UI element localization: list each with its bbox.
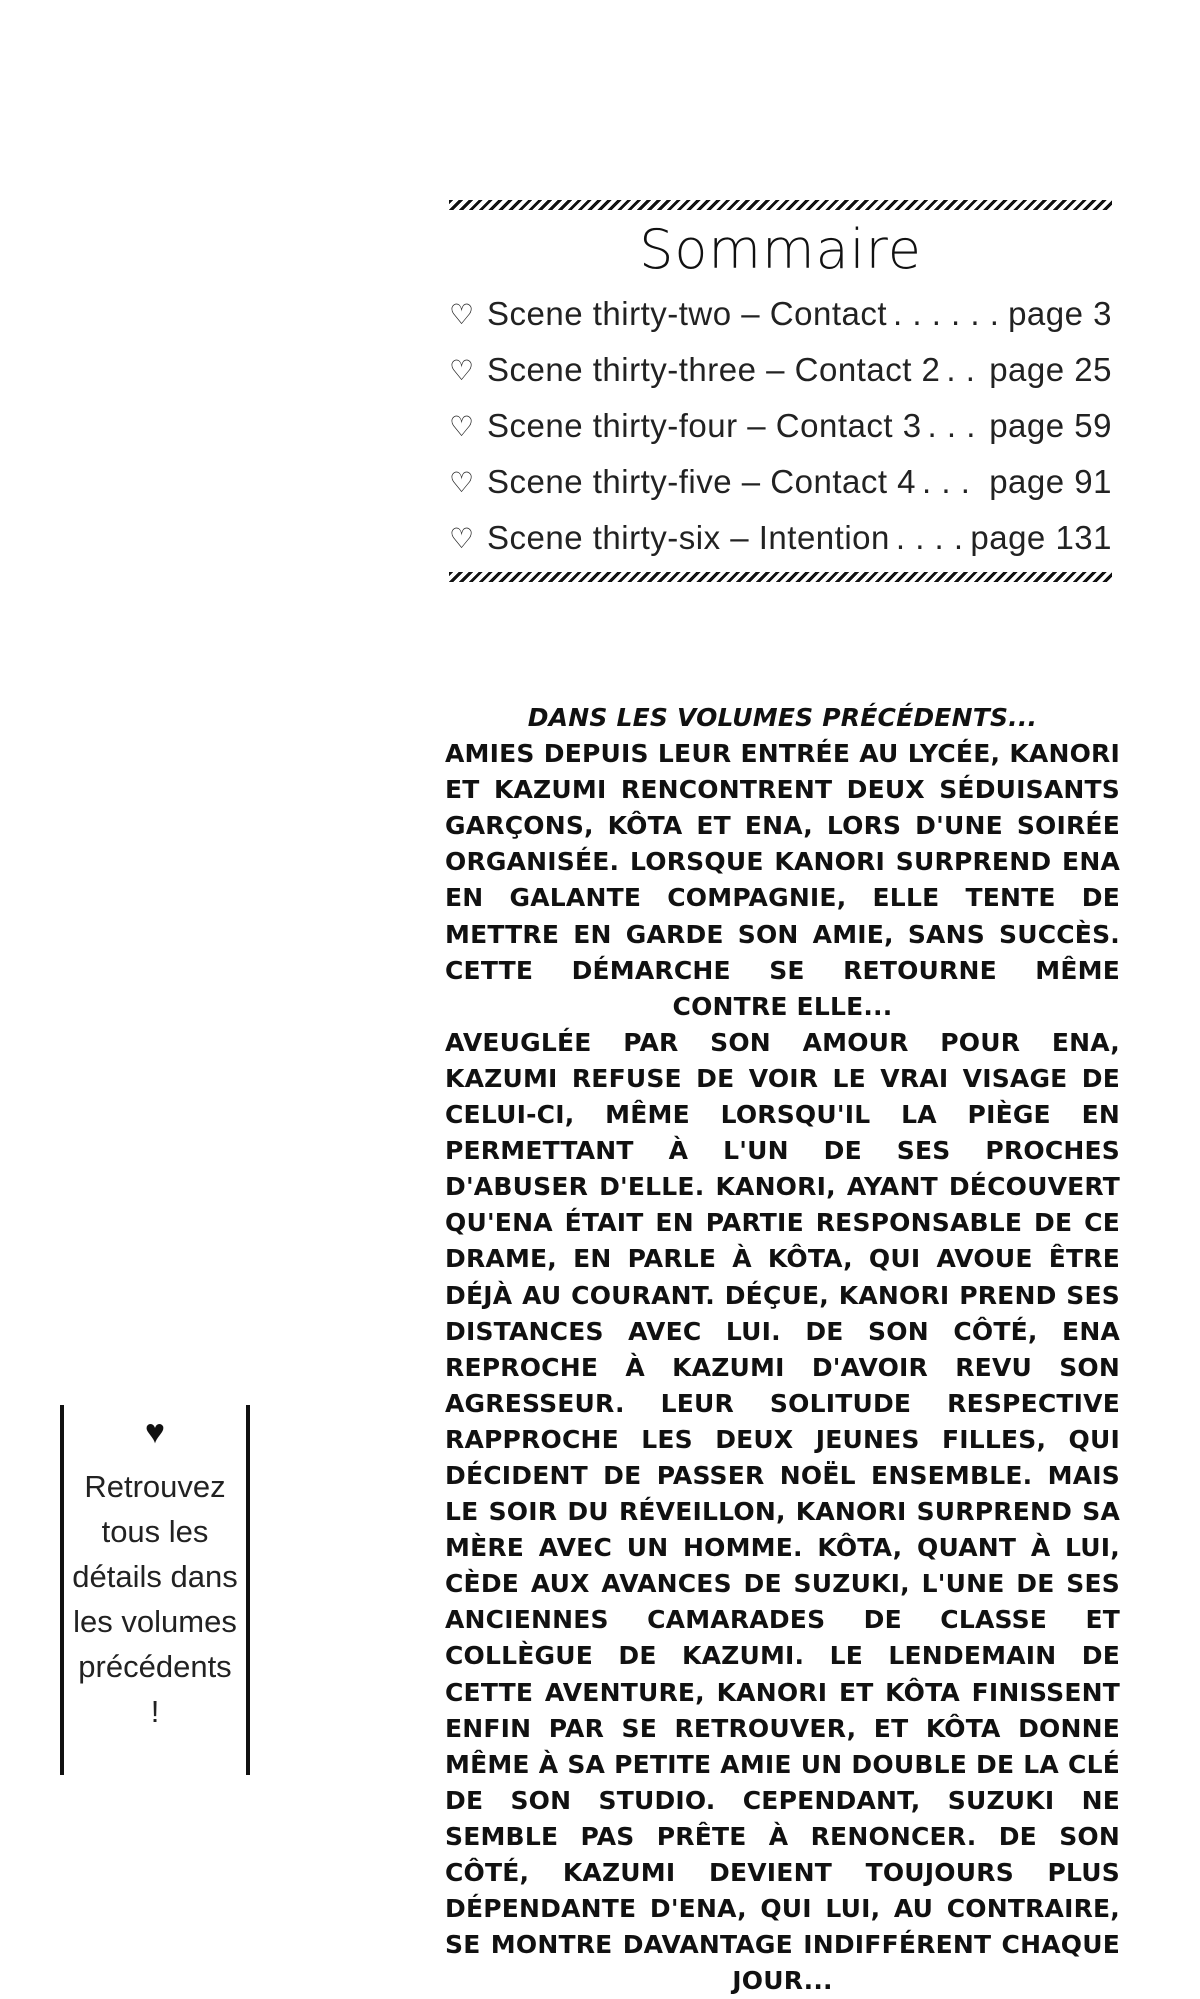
toc-item-dots: . . . (922, 463, 971, 500)
toc-title: Sommaire (639, 218, 922, 281)
heart-outline-icon: ♡ (449, 354, 475, 386)
toc-item-page: page 91 (989, 463, 1112, 500)
heart-outline-icon: ♡ (449, 522, 475, 554)
previous-volumes-summary (445, 700, 1120, 1999)
toc-item-page: page 131 (970, 519, 1112, 556)
decorative-rule-bottom (449, 572, 1112, 582)
toc-item-page: page 25 (989, 351, 1112, 388)
toc-item-label: Scene thirty-five – Contact 4 (487, 463, 917, 500)
summary-heading: DANS LES VOLUMES PRÉCÉDENTS... (527, 703, 1038, 732)
heart-outline-icon: ♡ (449, 466, 475, 498)
toc-item (449, 454, 1112, 510)
heart-filled-icon: ♥ (144, 1413, 166, 1451)
toc-list (449, 286, 1112, 566)
summary-paragraph: AVEUGLÉE PAR SON AMOUR POUR ENA, KAZUMI REFUSE DE VOIR LE VRAI VISAGE DE CELUI-CI, MÊME LORSQU'IL LA PIÈGE EN PERMETTANT À L'UN DE SES PROCHES D'ABUSER D'ELLE. KANORI, AYANT DÉCOUVERT QU'ENA ÉTAIT EN PARTIE RESPONSABLE DE CE DRAME, EN PARLE À KÔTA, QUI AVOUE ÊTRE DÉJÀ AU COURANT. DÉÇUE, KANORI PREND SES DISTANCES AVEC LUI. DE SON CÔTÉ, ENA REPROCHE À KAZUMI D'AVOIR REVU SON AGRESSEUR. LEUR SOLITUDE RESPECTIVE RAPPROCHE LES DEUX JEUNES FILLES, QUI DÉCIDENT DE PASSER NOËL ENSEMBLE. MAIS LE SOIR DU RÉVEILLON, KANORI SURPREND SA MÈRE AVEC UN HOMME. KÔTA, QUANT À LUI, CÈDE AUX AVANCES DE SUZUKI, L'UNE DE SES ANCIENNES CAMARADES DE CLASSE ET COLLÈGUE DE KAZUMI. LE LENDEMAIN DE CETTE AVENTURE, KANORI ET KÔTA FINISSENT ENFIN PAR SE RETROUVER, ET KÔTA DONNE MÊME À SA PETITE AMIE UN DOUBLE DE LA CLÉ DE SON STUDIO. CEPENDANT, SUZUKI NE SEMBLE PAS PRÊTE À RENONCER. DE SON CÔTÉ, KAZUMI DEVIENT TOUJOURS PLUS DÉPENDANTE D'ENA, QUI LUI, AU CONTRAIRE, SE MONTRE DAVANTAGE INDIFFÉRENT CHAQUE JOUR... (445, 1027, 1120, 1996)
note-text: Retrouvez tous les détails dans les volumes précédents ! (72, 1469, 238, 1729)
toc-item-dots: . . . . . . (893, 295, 1000, 332)
toc-item-dots: . . . . (895, 519, 964, 556)
toc-item (449, 398, 1112, 454)
toc-item-label: Scene thirty-four – Contact 3 (487, 407, 922, 444)
summary-paragraph: AMIES DEPUIS LEUR ENTRÉE AU LYCÉE, KANORI ET KAZUMI RENCONTRENT DEUX SÉDUISANTS GARÇONS, KÔTA ET ENA, LORS D'UNE SOIRÉE ORGANISÉE. LORSQUE KANORI SURPREND ENA EN GALANTE COMPAGNIE, ELLE TENTE DE METTRE EN GARDE SON AMIE, SANS SUCCÈS. CETTE DÉMARCHE SE RETOURNE MÊME CONTRE ELLE... (445, 739, 1120, 1021)
toc-item-dots: . . (946, 351, 976, 388)
toc-item (449, 342, 1112, 398)
toc-item-label: Scene thirty-six – Intention (487, 519, 890, 556)
toc-item-label: Scene thirty-two – Contact (487, 295, 888, 332)
toc-item-dots: . . . (927, 407, 976, 444)
toc-item (449, 286, 1112, 342)
heart-outline-icon: ♡ (449, 298, 475, 330)
decorative-rule-top (449, 200, 1112, 210)
toc-item (449, 510, 1112, 566)
heart-outline-icon: ♡ (449, 410, 475, 442)
toc-item-page: page 3 (1008, 295, 1112, 332)
previous-volumes-note (60, 1405, 250, 1775)
toc-item-label: Scene thirty-three – Contact 2 (487, 351, 941, 388)
table-of-contents (449, 200, 1112, 582)
toc-item-page: page 59 (989, 407, 1112, 444)
